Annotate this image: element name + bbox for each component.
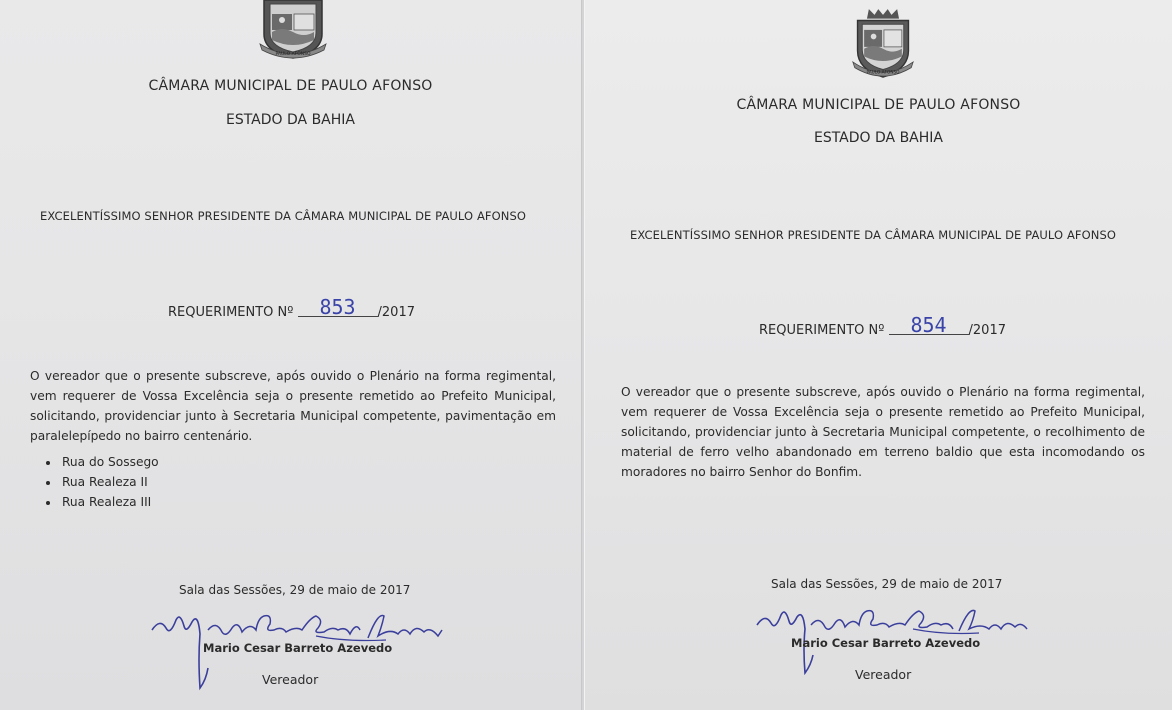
state-name: ESTADO DA BAHIA bbox=[225, 112, 355, 128]
request-body: O vereador que o presente subscreve, após ouvido o Plenário na forma regimental, vem requerer de Vossa Excelência seja o presente remetido ao Prefeito Municipal, solicitando, providenciar junto à Secretaria Municipal competente, pavimentação em paralelepípedo no bairro centenário. bbox=[30, 369, 556, 443]
municipal-seal-icon bbox=[850, 7, 916, 83]
signer-name: Mario Cesar Barreto Azevedo bbox=[203, 641, 393, 655]
session-date: Sala das Sessões, 29 de maio de 2017 bbox=[179, 583, 411, 597]
org-name: CÂMARA MUNICIPAL DE PAULO AFONSO bbox=[736, 97, 1021, 113]
list-item: • Rua Realeza III bbox=[60, 492, 159, 512]
seal-lettering: PAULO AFONSO bbox=[275, 52, 311, 57]
list-item: • Rua do Sossego bbox=[60, 452, 159, 472]
request-body: O vereador que o presente subscreve, após ouvido o Plenário na forma regimental, vem requerer de Vossa Excelência seja o presente remetido ao Prefeito Municipal, solicitando, providenciar junto à Secretaria Municipal competente, o recolhimento de material de ferro velho abandonado em terreno baldio que esta incomodando os moradores no bairro Senhor do Bonfim. bbox=[621, 385, 1145, 479]
signer-role: Vereador bbox=[262, 672, 319, 687]
requerimento-number: 854 bbox=[889, 316, 969, 335]
document-page-right bbox=[585, 0, 1172, 710]
signer-role: Vereador bbox=[855, 667, 912, 682]
addressee: EXCELENTÍSSIMO SENHOR PRESIDENTE DA CÂMARA MUNICIPAL DE PAULO AFONSO bbox=[40, 209, 527, 223]
list-item: • Rua Realeza II bbox=[60, 472, 159, 492]
municipal-seal-icon bbox=[258, 0, 328, 60]
requerimento-line bbox=[759, 313, 1006, 338]
street-list bbox=[38, 452, 159, 512]
document-page-left bbox=[0, 0, 581, 710]
seal-lettering: PAULO AFONSO bbox=[866, 69, 900, 75]
requerimento-label: REQUERIMENTO Nº bbox=[168, 305, 294, 320]
session-date: Sala das Sessões, 29 de maio de 2017 bbox=[771, 577, 1003, 591]
requerimento-year: /2017 bbox=[377, 305, 415, 320]
requerimento-year: /2017 bbox=[968, 323, 1006, 338]
requerimento-number: 853 bbox=[298, 298, 378, 317]
org-name: CÂMARA MUNICIPAL DE PAULO AFONSO bbox=[148, 78, 433, 94]
requerimento-line bbox=[168, 295, 415, 320]
requerimento-label: REQUERIMENTO Nº bbox=[759, 323, 885, 338]
state-name: ESTADO DA BAHIA bbox=[813, 130, 943, 146]
addressee: EXCELENTÍSSIMO SENHOR PRESIDENTE DA CÂMARA MUNICIPAL DE PAULO AFONSO bbox=[630, 228, 1117, 242]
signer-name: Mario Cesar Barreto Azevedo bbox=[791, 636, 981, 650]
